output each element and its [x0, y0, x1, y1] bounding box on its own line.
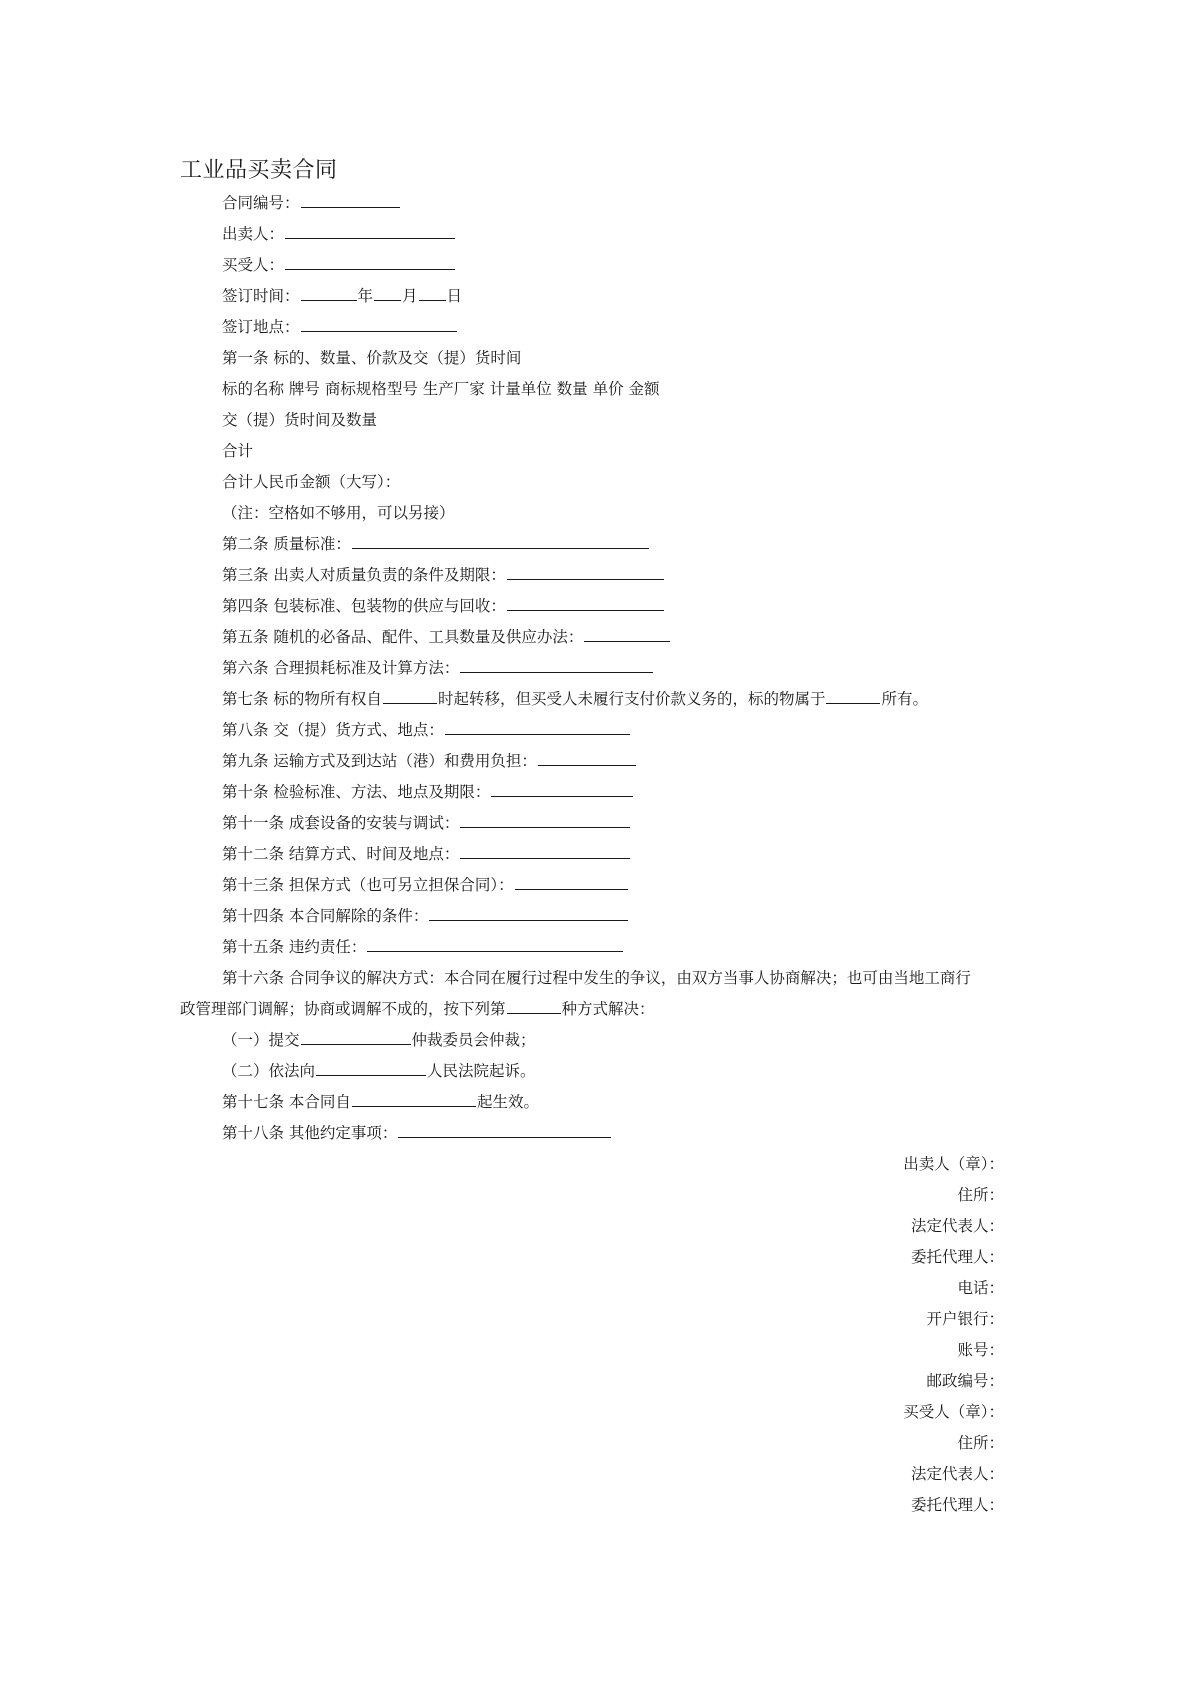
buyer-blank — [285, 254, 455, 270]
sign-place-blank — [301, 316, 457, 332]
sign-year-blank — [301, 285, 357, 301]
article-7-blank-2 — [826, 688, 880, 704]
article-16-line-2 — [180, 998, 655, 1020]
option-1-line — [222, 1029, 536, 1051]
seller-address: 住所： — [957, 1186, 1004, 1204]
article-3-line — [222, 564, 665, 586]
sign-time-line — [222, 285, 462, 307]
article-14-blank — [429, 905, 628, 921]
article-2-blank — [352, 533, 649, 549]
seller-blank — [285, 223, 455, 239]
article-12-label: 第十二条 结算方式、时间及地点： — [222, 845, 460, 863]
article-8-line — [222, 719, 631, 741]
article-17-line — [222, 1091, 539, 1113]
option-2-part2: 人民法院起诉。 — [427, 1062, 536, 1080]
article-16-blank — [507, 998, 561, 1014]
article-1-total-rmb: 合计人民币金额（大写）： — [222, 473, 401, 491]
article-3-blank — [507, 564, 664, 580]
document-title: 工业品买卖合同 — [180, 158, 338, 183]
article-1-note: （注：空格如不够用，可以另接） — [222, 504, 455, 522]
option-1-part2: 仲裁委员会仲裁； — [411, 1031, 536, 1049]
article-12-blank — [460, 843, 630, 859]
contract-number-line — [222, 192, 401, 214]
year-label: 年 — [357, 287, 374, 305]
seller-legal-rep: 法定代表人： — [910, 1217, 1004, 1235]
article-7-line — [222, 688, 928, 710]
option-2-line — [222, 1060, 536, 1082]
article-8-label: 第八条 交（提）货方式、地点： — [222, 721, 444, 739]
option-1-blank — [301, 1029, 411, 1045]
seller-account: 账号： — [957, 1341, 1004, 1359]
seller-postcode: 邮政编号： — [926, 1372, 1004, 1390]
article-7-part3: 所有。 — [881, 690, 928, 708]
article-7-blank-1 — [383, 688, 437, 704]
month-label: 月 — [402, 287, 418, 305]
option-1-part1: （一）提交 — [222, 1031, 300, 1049]
article-2-label: 第二条 质量标准： — [222, 535, 351, 553]
buyer-line — [222, 254, 456, 276]
seller-bank: 开户银行： — [926, 1310, 1004, 1328]
sign-time-label: 签订时间： — [222, 287, 300, 305]
option-2-blank — [316, 1060, 426, 1076]
article-5-line — [222, 626, 671, 648]
article-1-total: 合计 — [222, 442, 254, 460]
buyer-address: 住所： — [957, 1434, 1004, 1452]
article-16-part2: 种方式解决： — [561, 1000, 655, 1018]
article-1-heading: 第一条 标的、数量、价款及交（提）货时间 — [222, 349, 522, 367]
article-18-blank — [398, 1122, 611, 1138]
article-12-line — [222, 843, 631, 865]
article-3-label: 第三条 出卖人对质量负责的条件及期限： — [222, 566, 506, 584]
article-18-line — [222, 1122, 612, 1144]
article-6-label: 第六条 合理损耗标准及计算方法： — [222, 659, 460, 677]
article-15-blank — [367, 936, 623, 952]
article-17-part1: 第十七条 本合同自 — [222, 1093, 351, 1111]
article-15-label: 第十五条 违约责任： — [222, 938, 367, 956]
sign-month-blank — [374, 285, 401, 301]
article-6-line — [222, 657, 654, 679]
seller-label: 出卖人： — [222, 225, 285, 243]
article-4-blank — [507, 595, 664, 611]
seller-seal: 出卖人（章）： — [903, 1155, 1004, 1173]
contract-number-blank — [301, 192, 400, 208]
day-label: 日 — [446, 287, 463, 305]
article-17-part2: 起生效。 — [476, 1093, 539, 1111]
article-2-line — [222, 533, 650, 555]
seller-agent: 委托代理人： — [910, 1248, 1004, 1266]
sign-day-blank — [419, 285, 446, 301]
article-9-line — [222, 750, 637, 772]
article-14-label: 第十四条 本合同解除的条件： — [222, 907, 429, 925]
article-10-blank — [491, 781, 633, 797]
article-5-label: 第五条 随机的必备品、配件、工具数量及供应办法： — [222, 628, 584, 646]
option-2-part1: （二）依法向 — [222, 1062, 316, 1080]
article-15-line — [222, 936, 624, 958]
buyer-label: 买受人： — [222, 256, 285, 274]
contract-number-label: 合同编号： — [222, 194, 300, 212]
article-13-blank — [515, 874, 628, 890]
article-16-line-1: 第十六条 合同争议的解决方式：本合同在履行过程中发生的争议，由双方当事人协商解决；也可由当地工商行 — [222, 969, 971, 987]
article-6-blank — [460, 657, 653, 673]
article-11-label: 第十一条 成套设备的安装与调试： — [222, 814, 460, 832]
buyer-agent: 委托代理人： — [910, 1496, 1004, 1514]
article-9-blank — [538, 750, 636, 766]
article-18-label: 第十八条 其他约定事项： — [222, 1124, 398, 1142]
article-13-label: 第十三条 担保方式（也可另立担保合同）： — [222, 876, 514, 894]
article-13-line — [222, 874, 629, 896]
article-4-line — [222, 595, 665, 617]
buyer-legal-rep: 法定代表人： — [910, 1465, 1004, 1483]
article-11-line — [222, 812, 631, 834]
article-10-line — [222, 781, 634, 803]
article-16-part1: 政管理部门调解；协商或调解不成的，按下列第 — [180, 1000, 506, 1018]
article-8-blank — [445, 719, 630, 735]
article-1-delivery: 交（提）货时间及数量 — [222, 411, 378, 429]
article-9-label: 第九条 运输方式及到达站（港）和费用负担： — [222, 752, 537, 770]
article-10-label: 第十条 检验标准、方法、地点及期限： — [222, 783, 491, 801]
article-4-label: 第四条 包装标准、包装物的供应与回收： — [222, 597, 506, 615]
seller-phone: 电话： — [957, 1279, 1004, 1297]
article-11-blank — [460, 812, 630, 828]
article-5-blank — [584, 626, 670, 642]
buyer-seal: 买受人（章）： — [903, 1403, 1004, 1421]
article-14-line — [222, 905, 629, 927]
article-17-blank — [352, 1091, 476, 1107]
seller-line — [222, 223, 456, 245]
article-7-part1: 第七条 标的物所有权自 — [222, 690, 382, 708]
article-7-part2: 时起转移，但买受人未履行支付价款义务的，标的物属于 — [437, 690, 826, 708]
sign-place-line — [222, 316, 458, 338]
article-1-columns: 标的名称 牌号 商标规格型号 生产厂家 计量单位 数量 单价 金额 — [222, 380, 660, 398]
sign-place-label: 签订地点： — [222, 318, 300, 336]
